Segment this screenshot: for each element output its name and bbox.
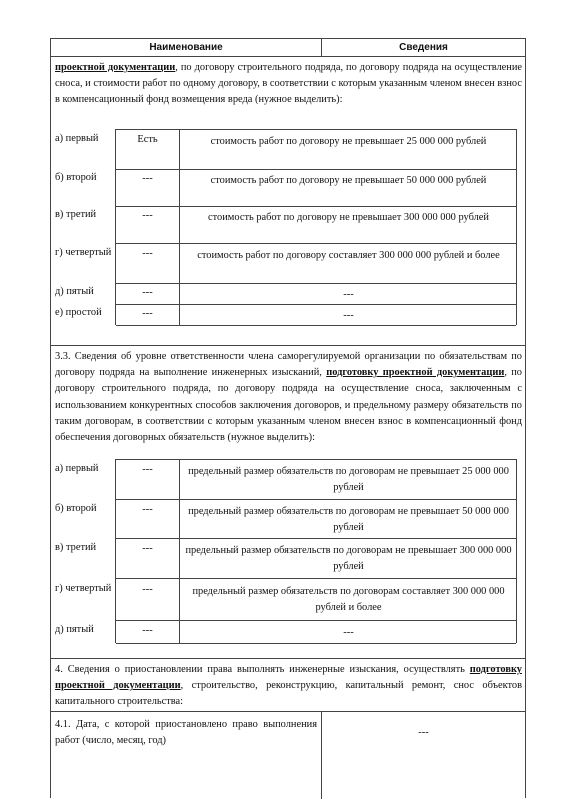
section-b-label: г) четвертый — [55, 583, 112, 594]
section-a-text: стоимость работ по договору составляет 300 000 000 рублей и более — [197, 250, 500, 261]
section-b-mark: --- — [142, 584, 153, 595]
section-a-text: стоимость работ по договору не превышает 50 000 000 рублей — [210, 175, 487, 186]
section-a-text: стоимость работ по договору не превышает 25 000 000 рублей — [210, 136, 487, 147]
section-b-intro — [55, 349, 522, 446]
section-b-intro-text: 3.3. Сведения об уровне ответственности члена саморегулируемой организации по обязательствам по договору подряда на выполнение инженерных изысканий, — [55, 351, 522, 379]
section-a-mark: --- — [142, 173, 153, 184]
section-c-intro-text: 4. Сведения о приостановлении права выполнять инженерные изыскания, осуществлять — [55, 664, 470, 675]
section-a-mark: Есть — [137, 134, 158, 145]
section-b-mark: --- — [142, 464, 153, 475]
section-c-intro-text-2: , строительство, реконструкцию, капитальный ремонт, снос объектов капитального строительства: — [55, 680, 523, 708]
section-c-intro-bold: подготовку проектной документации — [55, 664, 522, 692]
section-d-label: 4.1. Дата, с которой приостановлено право выполнения работ (число, месяц, год) — [55, 719, 317, 747]
main-table — [50, 38, 526, 798]
section-a-intro — [55, 60, 522, 109]
section-a-subtable — [115, 129, 517, 325]
section-b-mark: --- — [142, 504, 153, 515]
section-b-text: предельный размер обязательств по договорам не превышает 25 000 000 рублей — [188, 466, 509, 493]
section-a-mark: --- — [142, 287, 153, 298]
header-info: Сведения — [399, 42, 448, 53]
section-b-text: предельный размер обязательств по договорам не превышает 300 000 000 рублей — [185, 545, 512, 572]
table-header — [51, 39, 525, 57]
row-divider — [51, 711, 525, 712]
section-b-label: а) первый — [55, 463, 99, 474]
section-d-divider — [321, 711, 322, 799]
section-a-label: д) пятый — [55, 286, 94, 297]
section-a-mark: --- — [142, 308, 153, 319]
section-a-label: г) четвертый — [55, 247, 112, 258]
header-name: Наименование — [149, 42, 223, 53]
section-b-subtable — [115, 459, 517, 643]
section-b-label: д) пятый — [55, 624, 94, 635]
row-divider — [51, 658, 525, 659]
section-a-mark: --- — [142, 210, 153, 221]
section-a-label: в) третий — [55, 209, 97, 220]
section-a-mark: --- — [142, 248, 153, 259]
section-a-text: --- — [343, 289, 354, 300]
section-a-text: --- — [343, 310, 354, 321]
section-b-mark: --- — [142, 625, 153, 636]
row-divider — [51, 345, 525, 346]
section-c-intro — [55, 662, 522, 711]
section-b-intro-text-2: , по договору строительного подряда, по договору подряда на осуществление сноса, заключенным с использованием конкурентных способов заключения договоров, и предельному размеру обязательств по таким договорам, в соответствии с которым указанным членом внесен взнос в компенсационный фонд обеспечения договорных обязательств (нужное выделить): — [55, 367, 523, 444]
section-b-label: б) второй — [55, 503, 97, 514]
section-a-label: е) простой — [55, 307, 102, 318]
section-a-intro-bold: проектной документации — [55, 62, 176, 73]
section-a-label: б) второй — [55, 172, 97, 183]
section-b-text: предельный размер обязательств по договорам составляет 300 000 000 рублей и более — [192, 586, 505, 613]
section-a-text: стоимость работ по договору не превышает 300 000 000 рублей — [208, 212, 489, 223]
section-b-text: --- — [343, 627, 354, 638]
section-b-intro-bold: подготовку проектной документации — [326, 367, 505, 379]
section-a-intro-text: , по договору строительного подряда, по договору подряда на осуществление сноса, и стоимости работ по одному договору, в соответствии с которым указанным членом внесен взнос в компенсационный фонд возмещения вреда (нужное выделить): — [55, 62, 522, 106]
section-a-label: а) первый — [55, 133, 99, 144]
section-d-value: --- — [418, 727, 429, 738]
section-b-mark: --- — [142, 543, 153, 554]
section-b-text: предельный размер обязательств по договорам не превышает 50 000 000 рублей — [188, 506, 509, 533]
section-b-label: в) третий — [55, 542, 97, 553]
